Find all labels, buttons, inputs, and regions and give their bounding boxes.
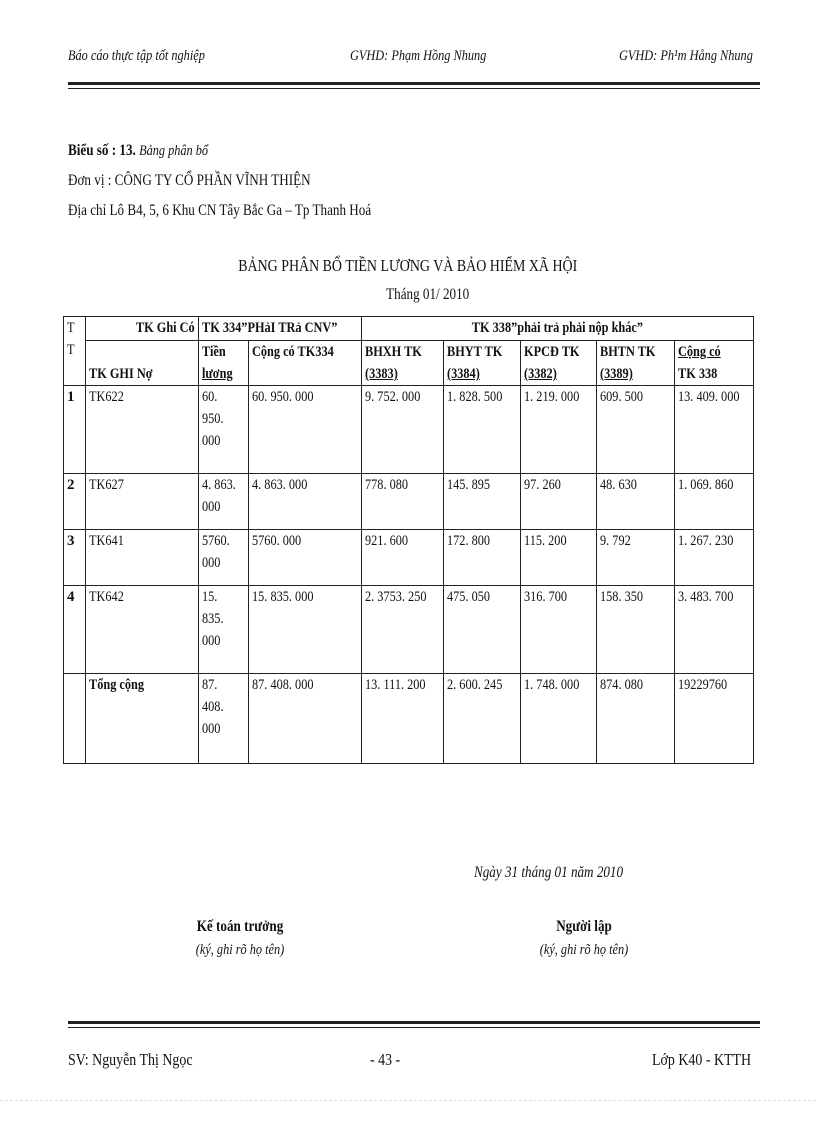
- col-bhyt: BHYT TK (3384): [444, 341, 521, 386]
- footer-page-number: - 43 -: [370, 1050, 401, 1069]
- footer-student: SV: Nguyễn Thị Ngọc: [68, 1050, 193, 1069]
- footer-rule-thick: [68, 1021, 760, 1024]
- signature-right-title: Người lập: [556, 918, 612, 935]
- company-unit: [68, 172, 311, 190]
- col-cong-334: Cộng có TK334: [249, 341, 362, 386]
- table-row: 2 TK627 4. 863. 000 4. 863. 000 778. 080 145. 895 97. 260 48. 630 1. 069. 860: [64, 474, 754, 530]
- date-line: Ngày 31 tháng 01 năm 2010: [474, 864, 624, 881]
- tk-ghi-no-header: TK GHI Nợ: [86, 341, 199, 386]
- signature-right: [484, 918, 684, 959]
- signature-right-note: (ký, ghi rõ họ tên): [539, 942, 629, 958]
- signature-left-title: Kế toán trưởng: [196, 918, 284, 935]
- allocation-table: [63, 316, 754, 764]
- month-label-text: Tháng 01/ 2010: [386, 286, 470, 303]
- total-row: Tổng cộng 87. 408. 000 87. 408. 000 13. 111. 200 2. 600. 245 1. 748. 000 874. 080 19229760: [64, 674, 754, 764]
- col-bhxh: BHXH TK (3383): [362, 341, 444, 386]
- group-334-header: TK 334”PHảI TRả CNV”: [199, 317, 362, 341]
- tk-ghi-co-header: TK Ghi Có: [86, 317, 199, 341]
- signature-left: [140, 918, 340, 959]
- table-row: 4 TK642 15. 835. 000 15. 835. 000 2. 3753. 250 475. 050 316. 700 158. 350 3. 483. 700: [64, 586, 754, 674]
- header-left: Báo cáo thực tập tốt nghiệp: [68, 48, 205, 64]
- company-address: Địa chỉ Lô B4, 5, 6 Khu CN Tây Bắc Ga – Tp Thanh Hoá: [68, 202, 372, 219]
- col-cong-338: Cộng có TK 338: [675, 341, 754, 386]
- group-338-header: TK 338”phải trả phải nộp khác”: [362, 317, 754, 341]
- table-label-bold: Biểu số : 13.: [68, 142, 136, 159]
- tt-header: T T: [64, 317, 86, 386]
- footer-rule-thin: [68, 1027, 760, 1028]
- header-right: GVHD: Ph¹m Hång Nhung: [619, 48, 753, 64]
- col-bhtn: BHTN TK (3389): [597, 341, 675, 386]
- header-row-1: [64, 317, 754, 341]
- signature-left-note: (ký, ghi rõ họ tên): [195, 942, 285, 958]
- table-label-italic: Bảng phân bổ: [139, 143, 209, 159]
- col-tien-luong: Tiền lương: [199, 341, 249, 386]
- page-title-text: BẢNG PHÂN BỔ TIỀN LƯƠNG VÀ BẢO HIỂM XÃ HỘI: [238, 256, 578, 275]
- table-label: [68, 142, 208, 160]
- table-row: 3 TK641 5760. 000 5760. 000 921. 600 172. 800 115. 200 9. 792 1. 267. 230: [64, 530, 754, 586]
- page-title: [0, 256, 816, 276]
- footer-class: Lớp K40 - KTTH: [652, 1050, 752, 1069]
- header-rule-thin: [68, 88, 760, 89]
- col-kpcd: KPCĐ TK (3382): [521, 341, 597, 386]
- header-center: GVHD: Phạm Hồng Nhung: [350, 48, 487, 64]
- header-rule-thick: [68, 82, 760, 85]
- table-row: 1 TK622 60. 950. 000 60. 950. 000 9. 752. 000 1. 828. 500 1. 219. 000 609. 500 13. 409. 000: [64, 386, 754, 474]
- page-edge: [0, 1100, 816, 1101]
- company-unit-text: Đơn vị : CÔNG TY CỔ PHẦN VĨNH THIỆN: [68, 172, 311, 189]
- month-label: [20, 286, 816, 304]
